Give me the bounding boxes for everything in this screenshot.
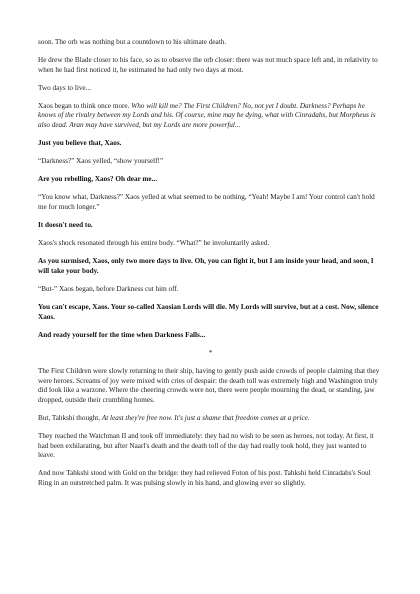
text-segment: The First Children were slowly returning to their ship, having to gently push aside crowds of people claiming that they were heroes. Screams of joy were mixed with cries of despair: the death toll was extremely high and Washington truly did look like a warzone. Where the cheering crowds were not, there were people mourning the dead, or standing, jaw dropped, outside their crumbling homes. (38, 366, 380, 404)
text-segment: * (208, 348, 213, 357)
paragraph (38, 469, 383, 488)
document-body (38, 38, 383, 497)
italic-text-segment: Who will kill me? The First Children? No, not yet I doubt. Darkness? Perhaps he knows of the rivalry between my Lords and his. Of course, mine may be dying, what with Cinradahs, but Morpheus is also dead. Aran may have survived, but my Lords are more powerful... (38, 101, 376, 130)
text-segment: And now Tahkshi stood with Gold on the bridge: they had relieved Foton of his post. Tahkshi held Cinradahs's Soul Ring in an outstretched palm. It was pulsing slowly in his hand, and glowing ever so slightly. (38, 469, 371, 487)
text-segment: As you surmised, Xaos, only two more days to live. Oh, you can fight it, but I am inside your head, and soon, I will take your body. (38, 257, 374, 275)
bold-paragraph (38, 221, 383, 231)
text-segment: “Darkness?” Xaos yelled, “show yourself!” (38, 157, 164, 166)
paragraph (38, 414, 383, 424)
text-segment: But, (38, 413, 52, 422)
text-segment: Just you believe that, Xaos. (38, 139, 122, 148)
text-segment: Are you rebelling, Xaos? Oh dear me... (38, 175, 157, 184)
paragraph (38, 102, 383, 131)
paragraph (38, 239, 383, 249)
bold-paragraph (38, 175, 383, 185)
text-segment: And ready yourself for the time when Darkness Falls... (38, 330, 206, 339)
paragraph (38, 432, 383, 461)
text-segment: They reached the Watchman II and took off immediately: they had no wish to be seen as heroes, not today. At first, it had been exhilarating, but after Naarl's death and the death toll of the day had really took hold, they just wanted to leave. (38, 431, 374, 460)
paragraph (38, 56, 383, 75)
section-separator (38, 349, 383, 359)
bold-paragraph (38, 139, 383, 149)
text-segment: Tahkshi thought, (51, 413, 102, 422)
text-segment: “But-” Xaos began, before Darkness cut him off. (38, 285, 179, 293)
text-segment: Two days to live... (38, 83, 91, 92)
paragraph (38, 367, 383, 405)
text-segment: “You know what, Darkness?” Xaos yelled at what seemed to be nothing, “Yeah! Maybe I am! Your control can't hold me for much longer.” (38, 193, 375, 212)
text-segment: He drew the Blade closer to his face, so as to observe the orb closer: there was not much space left and, in relativity to when he had first noticed it, he estimated he had only two days at most. (38, 56, 378, 74)
italic-text-segment: At least they're free now. It's just a shame that freedom comes at a price. (101, 413, 310, 422)
paragraph (38, 38, 383, 48)
paragraph (38, 157, 383, 167)
bold-paragraph (38, 303, 383, 322)
bold-paragraph (38, 257, 383, 276)
text-segment: You can't escape, Xaos. Your so-called Xaosian Lords will die. My Lords will survive, but at a cost. Now, silence Xaos. (38, 303, 379, 321)
paragraph (38, 84, 383, 94)
paragraph (38, 193, 383, 212)
paragraph (38, 285, 383, 295)
text-segment: Xaos's shock resonated through his entire body. “What?” he involuntarily asked. (38, 239, 270, 248)
text-segment: Xaos began to think once more. (38, 101, 132, 110)
text-segment: It doesn't need to. (38, 221, 93, 230)
bold-paragraph (38, 331, 383, 341)
text-segment: soon. The orb was nothing but a countdown to his ultimate death. (38, 38, 227, 46)
